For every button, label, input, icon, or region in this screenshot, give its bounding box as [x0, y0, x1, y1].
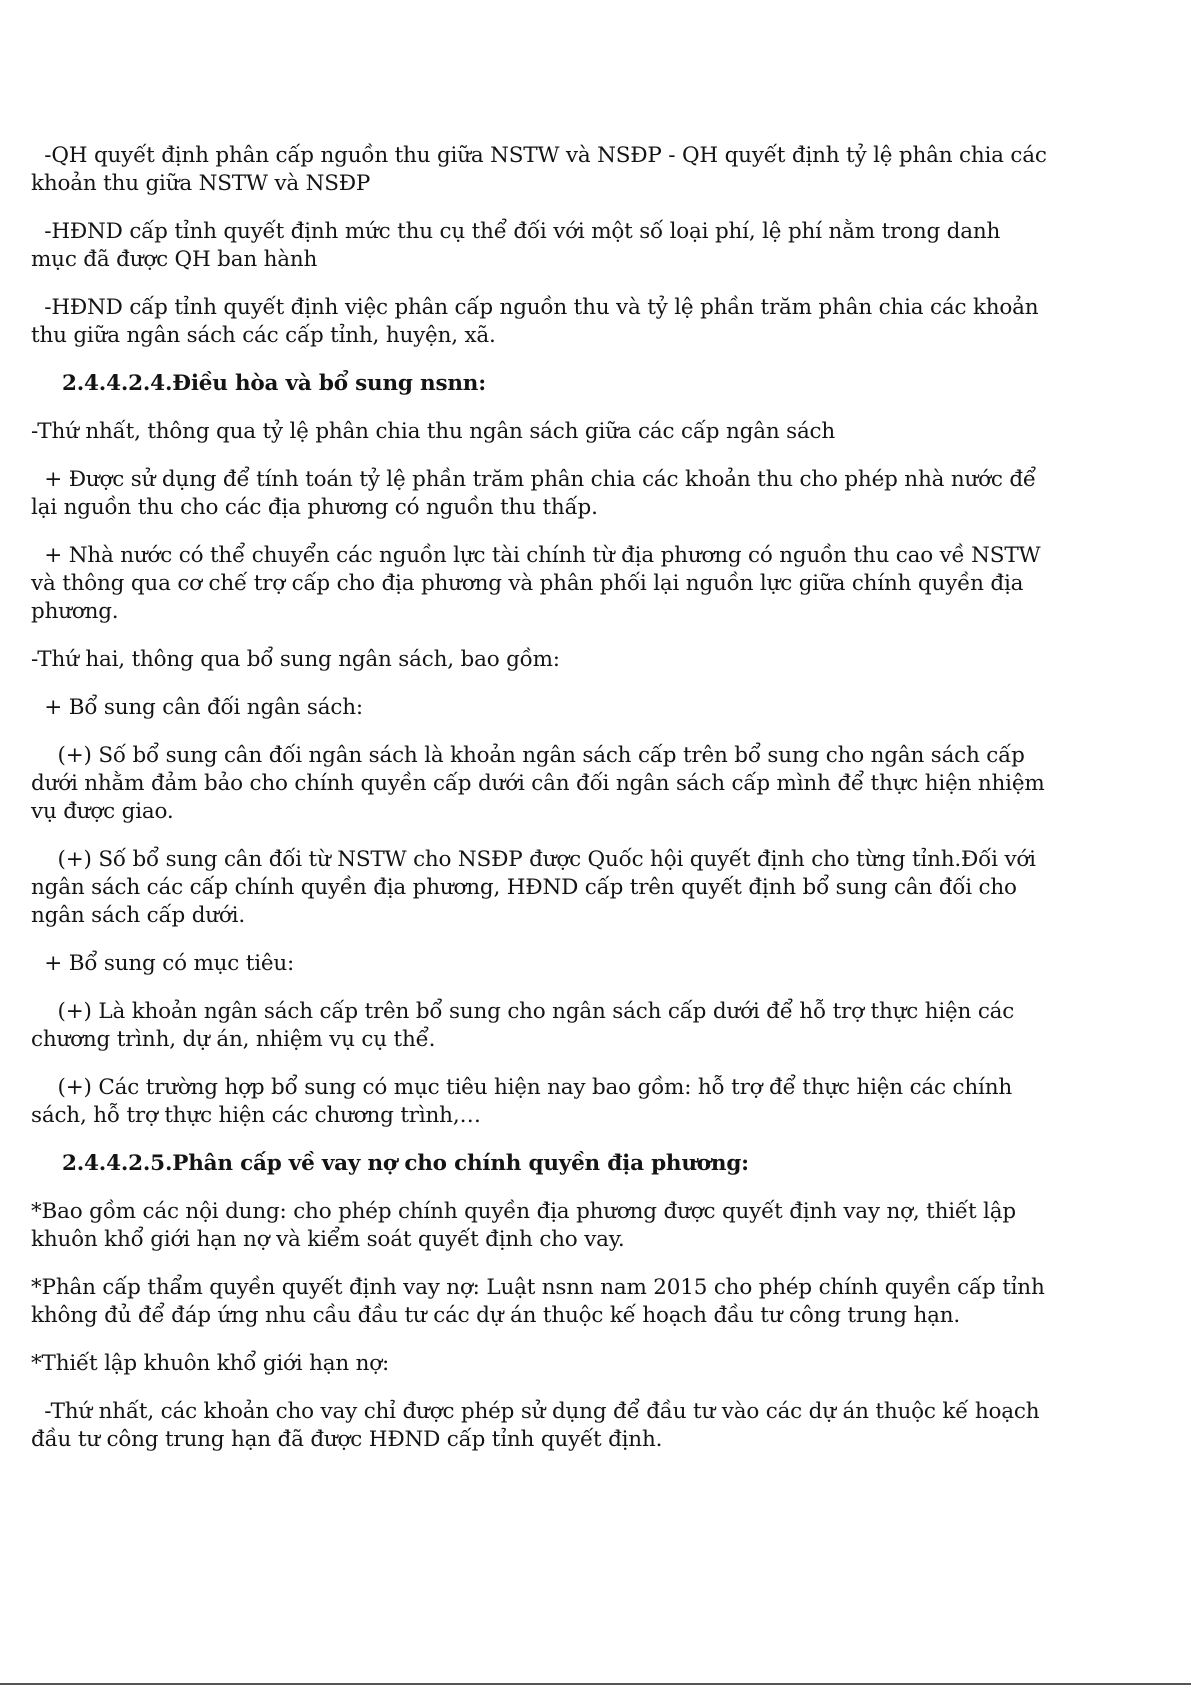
paragraph-balance-nstw: (+) Số bổ sung cân đối từ NSTW cho NSĐP được Quốc hội quyết định cho từng tỉnh.Đối với ngân sách các cấp chính quyền địa phương, HĐND cấp trên quyết định bổ sung cân đối cho ngân sách cấp dưới.: [31, 847, 1043, 928]
document-page: [31, 142, 1054, 1474]
section-heading-2-4-4-2-4: 2.4.4.2.4.Điều hòa và bổ sung nsnn:: [62, 371, 486, 396]
paragraph-second-supplement: -Thứ hai, thông qua bổ sung ngân sách, bao gồm:: [31, 647, 560, 672]
paragraph-debt-authority: *Phân cấp thẩm quyền quyết định vay nợ: Luật nsnn nam 2015 cho phép chính quyền cấp tỉnh không đủ để đáp ứng nhu cầu đầu tư các dự án thuộc kế hoạch đầu tư công trung hạn.: [31, 1275, 1052, 1328]
paragraph-debt-first: -Thứ nhất, các khoản cho vay chỉ được phép sử dụng để đầu tư vào các dự án thuộc kế hoạch đầu tư công trung hạn đã được HĐND cấp tỉnh quyết định.: [31, 1399, 1046, 1452]
paragraph-targeted-definition: (+) Là khoản ngân sách cấp trên bổ sung cho ngân sách cấp dưới để hỗ trợ thực hiện các chương trình, dự án, nhiệm vụ cụ thể.: [31, 999, 1021, 1052]
paragraph-resource-transfer: + Nhà nước có thể chuyển các nguồn lực tài chính từ địa phương có nguồn thu cao về NSTW và thông qua cơ chế trợ cấp cho địa phương và phân phối lại nguồn lực giữa chính quyền địa phương.: [31, 543, 1048, 624]
paragraph-ratio-usage: + Được sử dụng để tính toán tỷ lệ phần trăm phân chia các khoản thu cho phép nhà nước để lại nguồn thu cho các địa phương có nguồn thu thấp.: [31, 467, 1043, 520]
paragraph-debt-limit-framework: *Thiết lập khuôn khổ giới hạn nợ:: [31, 1351, 390, 1376]
paragraph-balance-definition: (+) Số bổ sung cân đối ngân sách là khoản ngân sách cấp trên bổ sung cho ngân sách cấp dưới nhằm đảm bảo cho chính quyền cấp dưới cân đối ngân sách cấp mình để thực hiện nhiệm vụ được giao.: [31, 743, 1052, 824]
paragraph-qh-revenue: -QH quyết định phân cấp nguồn thu giữa NSTW và NSĐP - QH quyết định tỷ lệ phân chia các khoản thu giữa NSTW và NSĐP: [31, 143, 1054, 196]
paragraph-hdnd-fees: -HĐND cấp tỉnh quyết định mức thu cụ thể đối với một số loại phí, lệ phí nằm trong danh mục đã được QH ban hành: [31, 219, 1007, 272]
paragraph-targeted-cases: (+) Các trường hợp bổ sung có mục tiêu hiện nay bao gồm: hỗ trợ để thực hiện các chính sách, hỗ trợ thực hiện các chương trình,…: [31, 1075, 1019, 1128]
paragraph-targeted-supplement: + Bổ sung có mục tiêu:: [31, 951, 295, 976]
paragraph-hdnd-revenue-split: -HĐND cấp tỉnh quyết định việc phân cấp nguồn thu và tỷ lệ phần trăm phân chia các khoản thu giữa ngân sách các cấp tỉnh, huyện, xã.: [31, 295, 1046, 348]
paragraph-debt-contents: *Bao gồm các nội dung: cho phép chính quyền địa phương được quyết định vay nợ, thiết lập khuôn khổ giới hạn nợ và kiểm soát quyết định cho vay.: [31, 1199, 1023, 1252]
paragraph-first-ratio: -Thứ nhất, thông qua tỷ lệ phân chia thu ngân sách giữa các cấp ngân sách: [31, 419, 836, 444]
paragraph-balance-supplement: + Bổ sung cân đối ngân sách:: [31, 695, 363, 720]
section-heading-2-4-4-2-5: 2.4.4.2.5.Phân cấp về vay nợ cho chính quyền địa phương:: [62, 1151, 749, 1176]
